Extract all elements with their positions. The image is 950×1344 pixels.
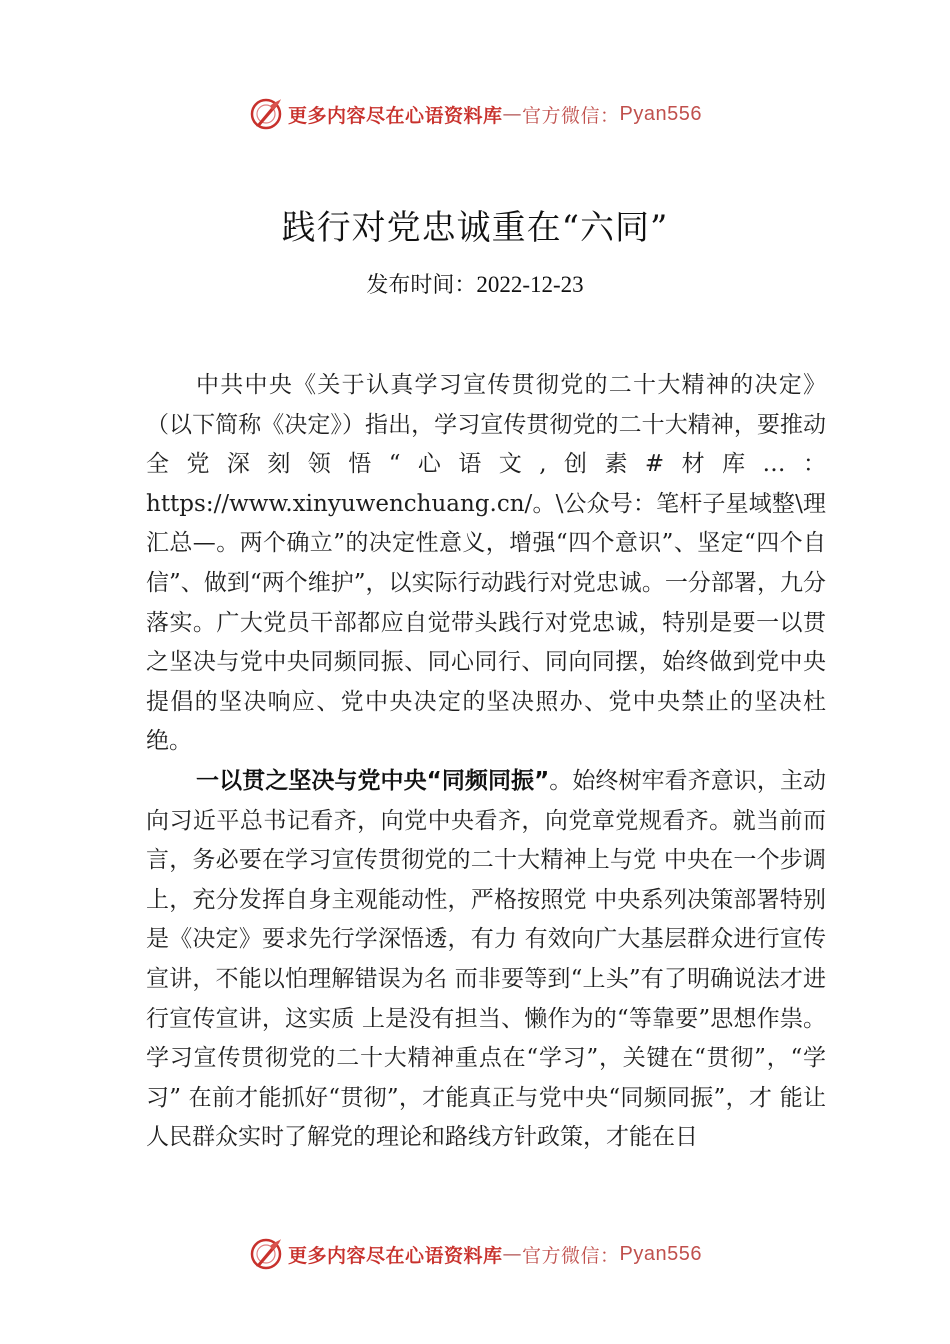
banner-separator: — (502, 103, 523, 125)
banner-separator: — (502, 1243, 523, 1265)
banner-label: 更多内容尽在心语资料库 (288, 104, 503, 127)
paragraph-2-lead: 一以贯之坚决与党中央“同频同振” (196, 767, 550, 794)
banner-wechat-handle: Pyan556 (619, 102, 702, 125)
header-watermark-banner (0, 92, 950, 136)
paragraph-2-text: 。始终树牢看齐意识，主动向习近平总书记看齐，向党中央看齐，向党章党规看齐。就当前而言，务必要在学习宣传贯彻党的二十大精神上与党 中央在一个步调上，充分发挥自身主观能动性，严格按照党 中央系列决策部署特别是《决定》要求先行学深悟透，有力 有效向广大基层群众进行宣传宣讲，不能以怕理解错误为名 而非要等到“上头”有了明确说法才进行宣传宣讲，这实质 上是没有担当、懒作为的“等靠要”思想作祟。学习宣传贯彻党的二十大精神重点在“学习”，关键在“贯彻”，“学习” 在前才能抓好“贯彻”，才能真正与党中央“同频同振”，才 能让人民群众实时了解党的理论和路线方针政策，才能在日 (146, 767, 827, 1151)
footer-watermark-banner (0, 1232, 950, 1276)
banner-label: 更多内容尽在心语资料库 (288, 1244, 503, 1267)
banner-wechat-label: 官方微信： (522, 104, 620, 127)
article-title: 践行对党忠诚重在“六同” (281, 208, 669, 248)
banner-wechat-handle: Pyan556 (619, 1242, 702, 1265)
publish-date-label: 发布时间： (366, 273, 477, 298)
paragraph-1: 中共中央《关于认真学习宣传贯彻党的二十大精神的决定》（以下简称《决定》）指出，学习宣传贯彻党的二十大精神，要推动全党深刻领悟“心语文,创素#材库…：https://www.xinyuwenchuang.cn/。\公众号：笔杆子星域整\理汇总—。两个确立”的决定性意义，增强“四个意识”、坚定“四个自信”、做到“两个维护”，以实际行动践行对党忠诚。一分部署，九分落实。广大党员干部都应自觉带头践行对党忠诚，特别是要一以贯之坚决与党中央同频同振、同心同行、同向同摆，始终做到党中央提倡的坚决响应、党中央决定的坚决照办、党中央禁止的坚决杜绝。 (146, 372, 826, 755)
banner-wechat-label: 官方微信： (522, 1244, 620, 1267)
publish-date (0, 268, 950, 299)
quill-seal-logo-icon (248, 1236, 284, 1272)
paragraph-2 (146, 762, 826, 1158)
quill-seal-logo-icon (248, 96, 284, 132)
article-body (146, 366, 826, 1158)
publish-date-value: 2022-12-23 (476, 272, 584, 297)
